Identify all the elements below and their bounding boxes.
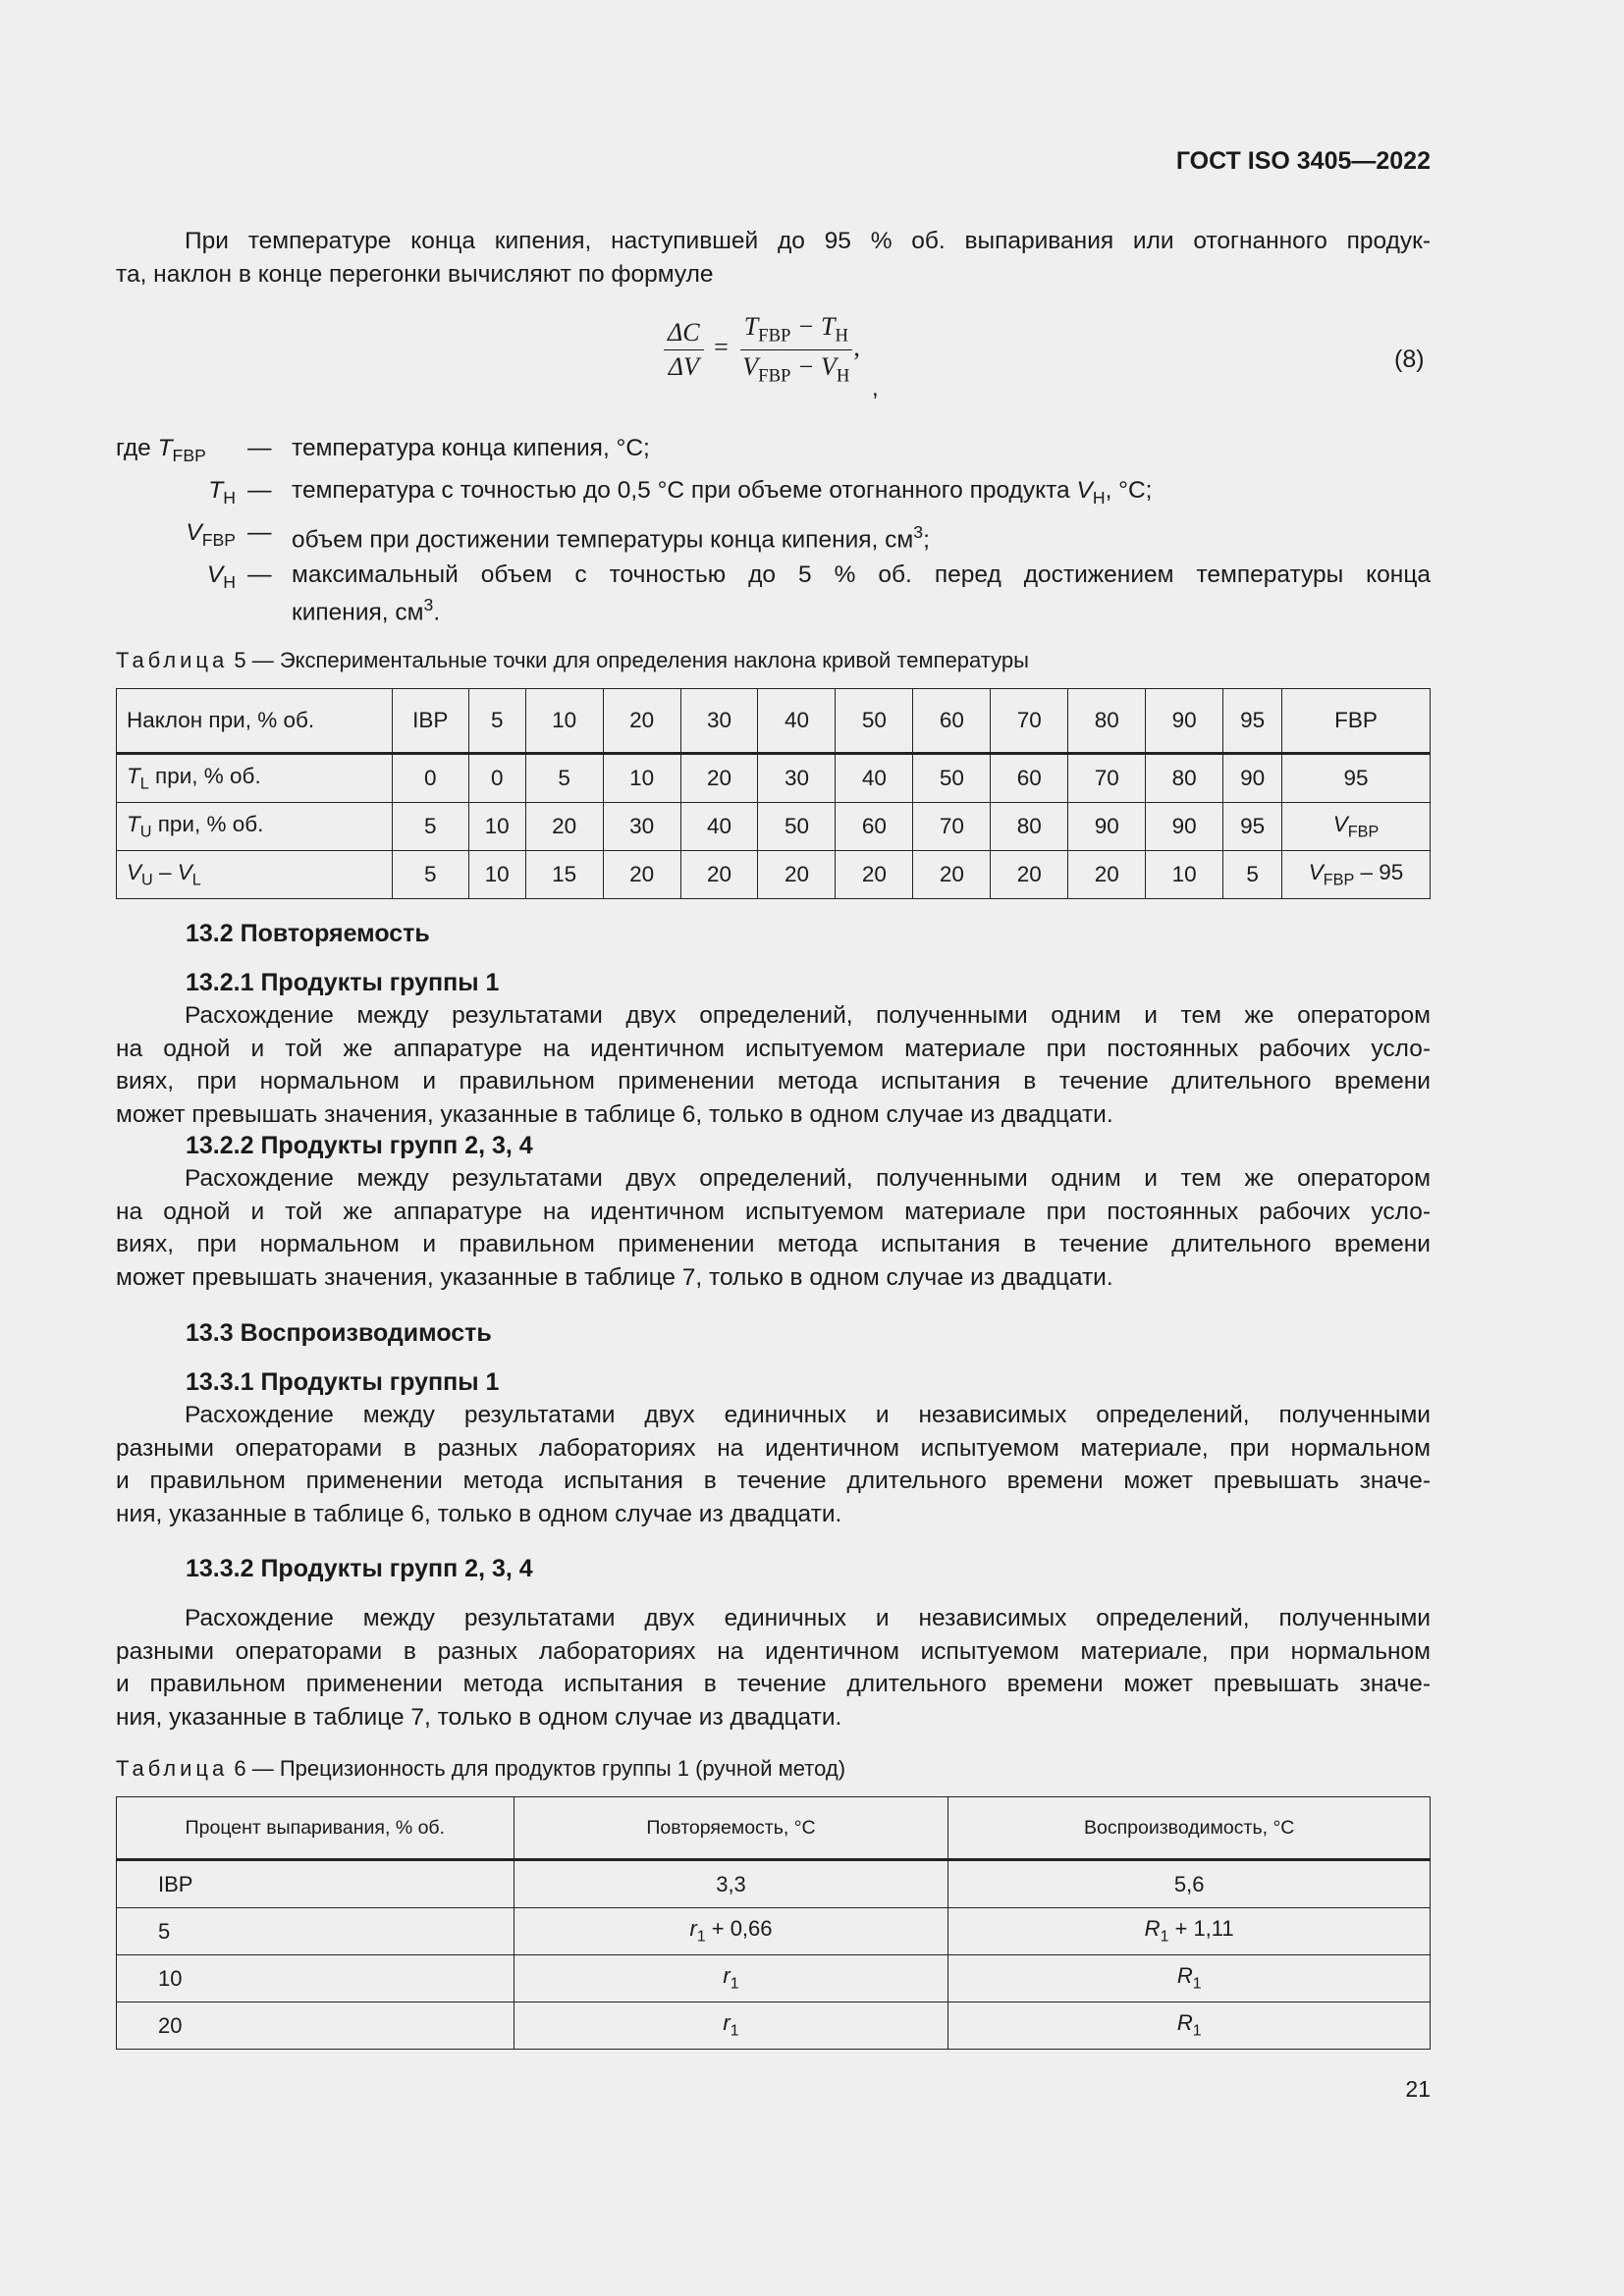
table-cell: 5	[117, 1908, 514, 1955]
table-cell: 70	[1068, 754, 1146, 803]
table-cell: 20	[991, 851, 1068, 899]
table-cell: 80	[1146, 754, 1223, 803]
table-cell: 5	[1223, 851, 1282, 899]
table-cell: 20	[913, 851, 991, 899]
table-cell: 20	[117, 2002, 514, 2050]
table-cell: 10	[603, 754, 680, 803]
table5	[116, 688, 1431, 899]
table-cell: 0	[468, 754, 525, 803]
table-cell: 5	[468, 689, 525, 754]
table-cell: 95	[1223, 689, 1282, 754]
formula-8: $\frac{\Delta C}{\Delta V}$ = $\frac{T_{FBP} - T_H}{V_{FBP} - V_H}$ ,	[664, 312, 860, 387]
table-cell: IBP	[117, 1860, 514, 1908]
intro-paragraph	[116, 225, 1431, 291]
table-cell: 5	[392, 851, 468, 899]
table-cell: 20	[525, 803, 603, 851]
table-cell: 40	[836, 754, 913, 803]
table-cell: 80	[991, 803, 1068, 851]
table-cell: Воспроизводимость, °С	[948, 1797, 1431, 1860]
table-cell: 60	[991, 754, 1068, 803]
table6-caption: Таблица 6 — Прецизионность для продуктов группы 1 (ручной метод)	[116, 1756, 846, 1781]
table-cell: 10	[468, 851, 525, 899]
table-cell: $r_1$	[514, 2002, 948, 2050]
where-item-vh: $V_H$ — максимальный объем с точностью до 5 % об. перед достижением температуры конца кипения, $см^3$.	[206, 561, 1431, 626]
page-number: 21	[1405, 2076, 1431, 2102]
table-cell: 5	[392, 803, 468, 851]
table-cell: $r_1$	[514, 1955, 948, 2002]
section-13-2-heading: 13.2 Повторяемость	[186, 920, 430, 947]
table-cell: 30	[603, 803, 680, 851]
where-item-th: $T_H$ — температура с точностью до 0,5 °С при объеме отогнанного продукта $V_H$, °С;	[208, 477, 1153, 508]
table-cell: 50	[758, 803, 836, 851]
table-cell: 50	[836, 689, 913, 754]
formula-number: (8)	[1394, 346, 1425, 373]
intro-line-1: При температуре конца кипения, наступившей до 95 % об. выпаривания или отогнанного продук-	[185, 228, 1431, 254]
table-cell: 90	[1068, 803, 1146, 851]
table-cell: Наклон при, % об.	[117, 689, 393, 754]
formula-trailing-comma: ,	[872, 375, 879, 401]
table-cell: $V_{FBP}$	[1282, 803, 1431, 851]
table-cell: 95	[1223, 803, 1282, 851]
table-cell: 20	[680, 754, 758, 803]
table-cell: 95	[1282, 754, 1431, 803]
table-cell: 10	[468, 803, 525, 851]
table-cell: 90	[1223, 754, 1282, 803]
section-13-3-2-text: Расхождение между результатами двух единичных и независимых определений, полученными разными операторами в разных лабораториях на идентичном испытуемом материале, при нормальном и правильном применении метода испытания в течение длительного времени может превышать значе- ния, указанные в таблице 7, только в одном случае из двадцати.	[116, 1605, 1431, 1731]
where-item-vfbp: $V_{FBP}$ — объем при достижении температуры конца кипения, $см^3$;	[186, 519, 930, 554]
table-cell: $R_1$	[948, 2002, 1431, 2050]
section-13-2-1-text: Расхождение между результатами двух определений, полученными одним и тем же оператором на одной и той же аппаратуре на идентичном испытуемом материале при постоянных рабочих усло- виях, при нормальном и правильном применении метода испытания в течение длительного времени может превышать значения, указанные в таблице 6, только в одном случае из двадцати.	[116, 1002, 1431, 1128]
formula-lhs: $\frac{\Delta C}{\Delta V}$	[664, 318, 704, 382]
section-13-2-2-heading: 13.2.2 Продукты групп 2, 3, 4	[186, 1132, 533, 1159]
table-cell: 40	[680, 803, 758, 851]
table-cell: IBP	[392, 689, 468, 754]
table-cell: 70	[991, 689, 1068, 754]
table-row	[117, 1860, 1431, 1908]
where-item-tfbp: где $T_{FBP}$ — температура конца кипения, °С;	[116, 435, 650, 466]
table-cell: 70	[913, 803, 991, 851]
table-cell: 0	[392, 754, 468, 803]
table-cell: 30	[758, 754, 836, 803]
table-cell: 10	[525, 689, 603, 754]
table5-caption: Таблица 5 — Экспериментальные точки для определения наклона кривой температуры	[116, 648, 1029, 672]
table5-header-row	[117, 689, 1431, 754]
table-cell: 15	[525, 851, 603, 899]
standard-header: ГОСТ ISO 3405—2022	[1175, 147, 1431, 175]
table-cell: 50	[913, 754, 991, 803]
table-cell: 5	[525, 754, 603, 803]
section-13-3-1-heading: 13.3.1 Продукты группы 1	[186, 1368, 500, 1396]
table-cell: 90	[1146, 689, 1223, 754]
table-cell: $T_U$ при, % об.	[117, 803, 393, 851]
table-cell: $T_L$ при, % об.	[117, 754, 393, 803]
table-row	[117, 1908, 1431, 1955]
table-cell: 80	[1068, 689, 1146, 754]
table-cell: 20	[836, 851, 913, 899]
table-row	[117, 2002, 1431, 2050]
section-13-3-heading: 13.3 Воспроизводимость	[186, 1319, 492, 1347]
table5-row-vu	[117, 851, 1431, 899]
table-cell: $r_1 + 0,66$	[514, 1908, 948, 1955]
section-13-3-2-heading: 13.3.2 Продукты групп 2, 3, 4	[186, 1555, 533, 1582]
table-cell: 3,3	[514, 1860, 948, 1908]
table-cell: 20	[1068, 851, 1146, 899]
section-13-2-1-heading: 13.2.1 Продукты группы 1	[186, 969, 500, 996]
table-cell: 60	[913, 689, 991, 754]
table-cell: Повторяемость, °С	[514, 1797, 948, 1860]
table-cell: 20	[603, 689, 680, 754]
table-cell: 20	[680, 851, 758, 899]
table-cell: 20	[758, 851, 836, 899]
table-cell: $V_U - V_L$	[117, 851, 393, 899]
table-cell: 5,6	[948, 1860, 1431, 1908]
table5-row-tu	[117, 803, 1431, 851]
table-cell: 60	[836, 803, 913, 851]
table-cell: FBP	[1282, 689, 1431, 754]
section-13-3-1-text: Расхождение между результатами двух единичных и независимых определений, полученными разными операторами в разных лабораториях на идентичном испытуемом материале, при нормальном и правильном применении метода испытания в течение длительного времени может превышать значе- ния, указанные в таблице 6, только в одном случае из двадцати.	[116, 1402, 1431, 1527]
table-cell: 90	[1146, 803, 1223, 851]
table-cell: 20	[603, 851, 680, 899]
table6-header-row	[117, 1797, 1431, 1860]
table-cell: Процент выпаривания, % об.	[117, 1797, 514, 1860]
table-cell: $R_1$	[948, 1955, 1431, 2002]
formula-rhs: $\frac{T_{FBP} - T_H}{V_{FBP} - V_H}$	[738, 312, 853, 387]
table-cell: 30	[680, 689, 758, 754]
table-cell: 10	[117, 1955, 514, 2002]
table6	[116, 1796, 1431, 2050]
table-row	[117, 1955, 1431, 2002]
intro-line-2: та, наклон в конце перегонки вычисляют по формуле	[116, 260, 714, 288]
table-cell: $R_1 + 1,11$	[948, 1908, 1431, 1955]
table5-row-tl	[117, 754, 1431, 803]
section-13-2-2-text: Расхождение между результатами двух определений, полученными одним и тем же оператором на одной и той же аппаратуре на идентичном испытуемом материале при постоянных рабочих усло- виях, при нормальном и правильном применении метода испытания в течение длительного времени может превышать значения, указанные в таблице 7, только в одном случае из двадцати.	[116, 1165, 1431, 1291]
table-cell: 10	[1146, 851, 1223, 899]
table-cell: 40	[758, 689, 836, 754]
table-cell: $V_{FBP} - 95$	[1282, 851, 1431, 899]
